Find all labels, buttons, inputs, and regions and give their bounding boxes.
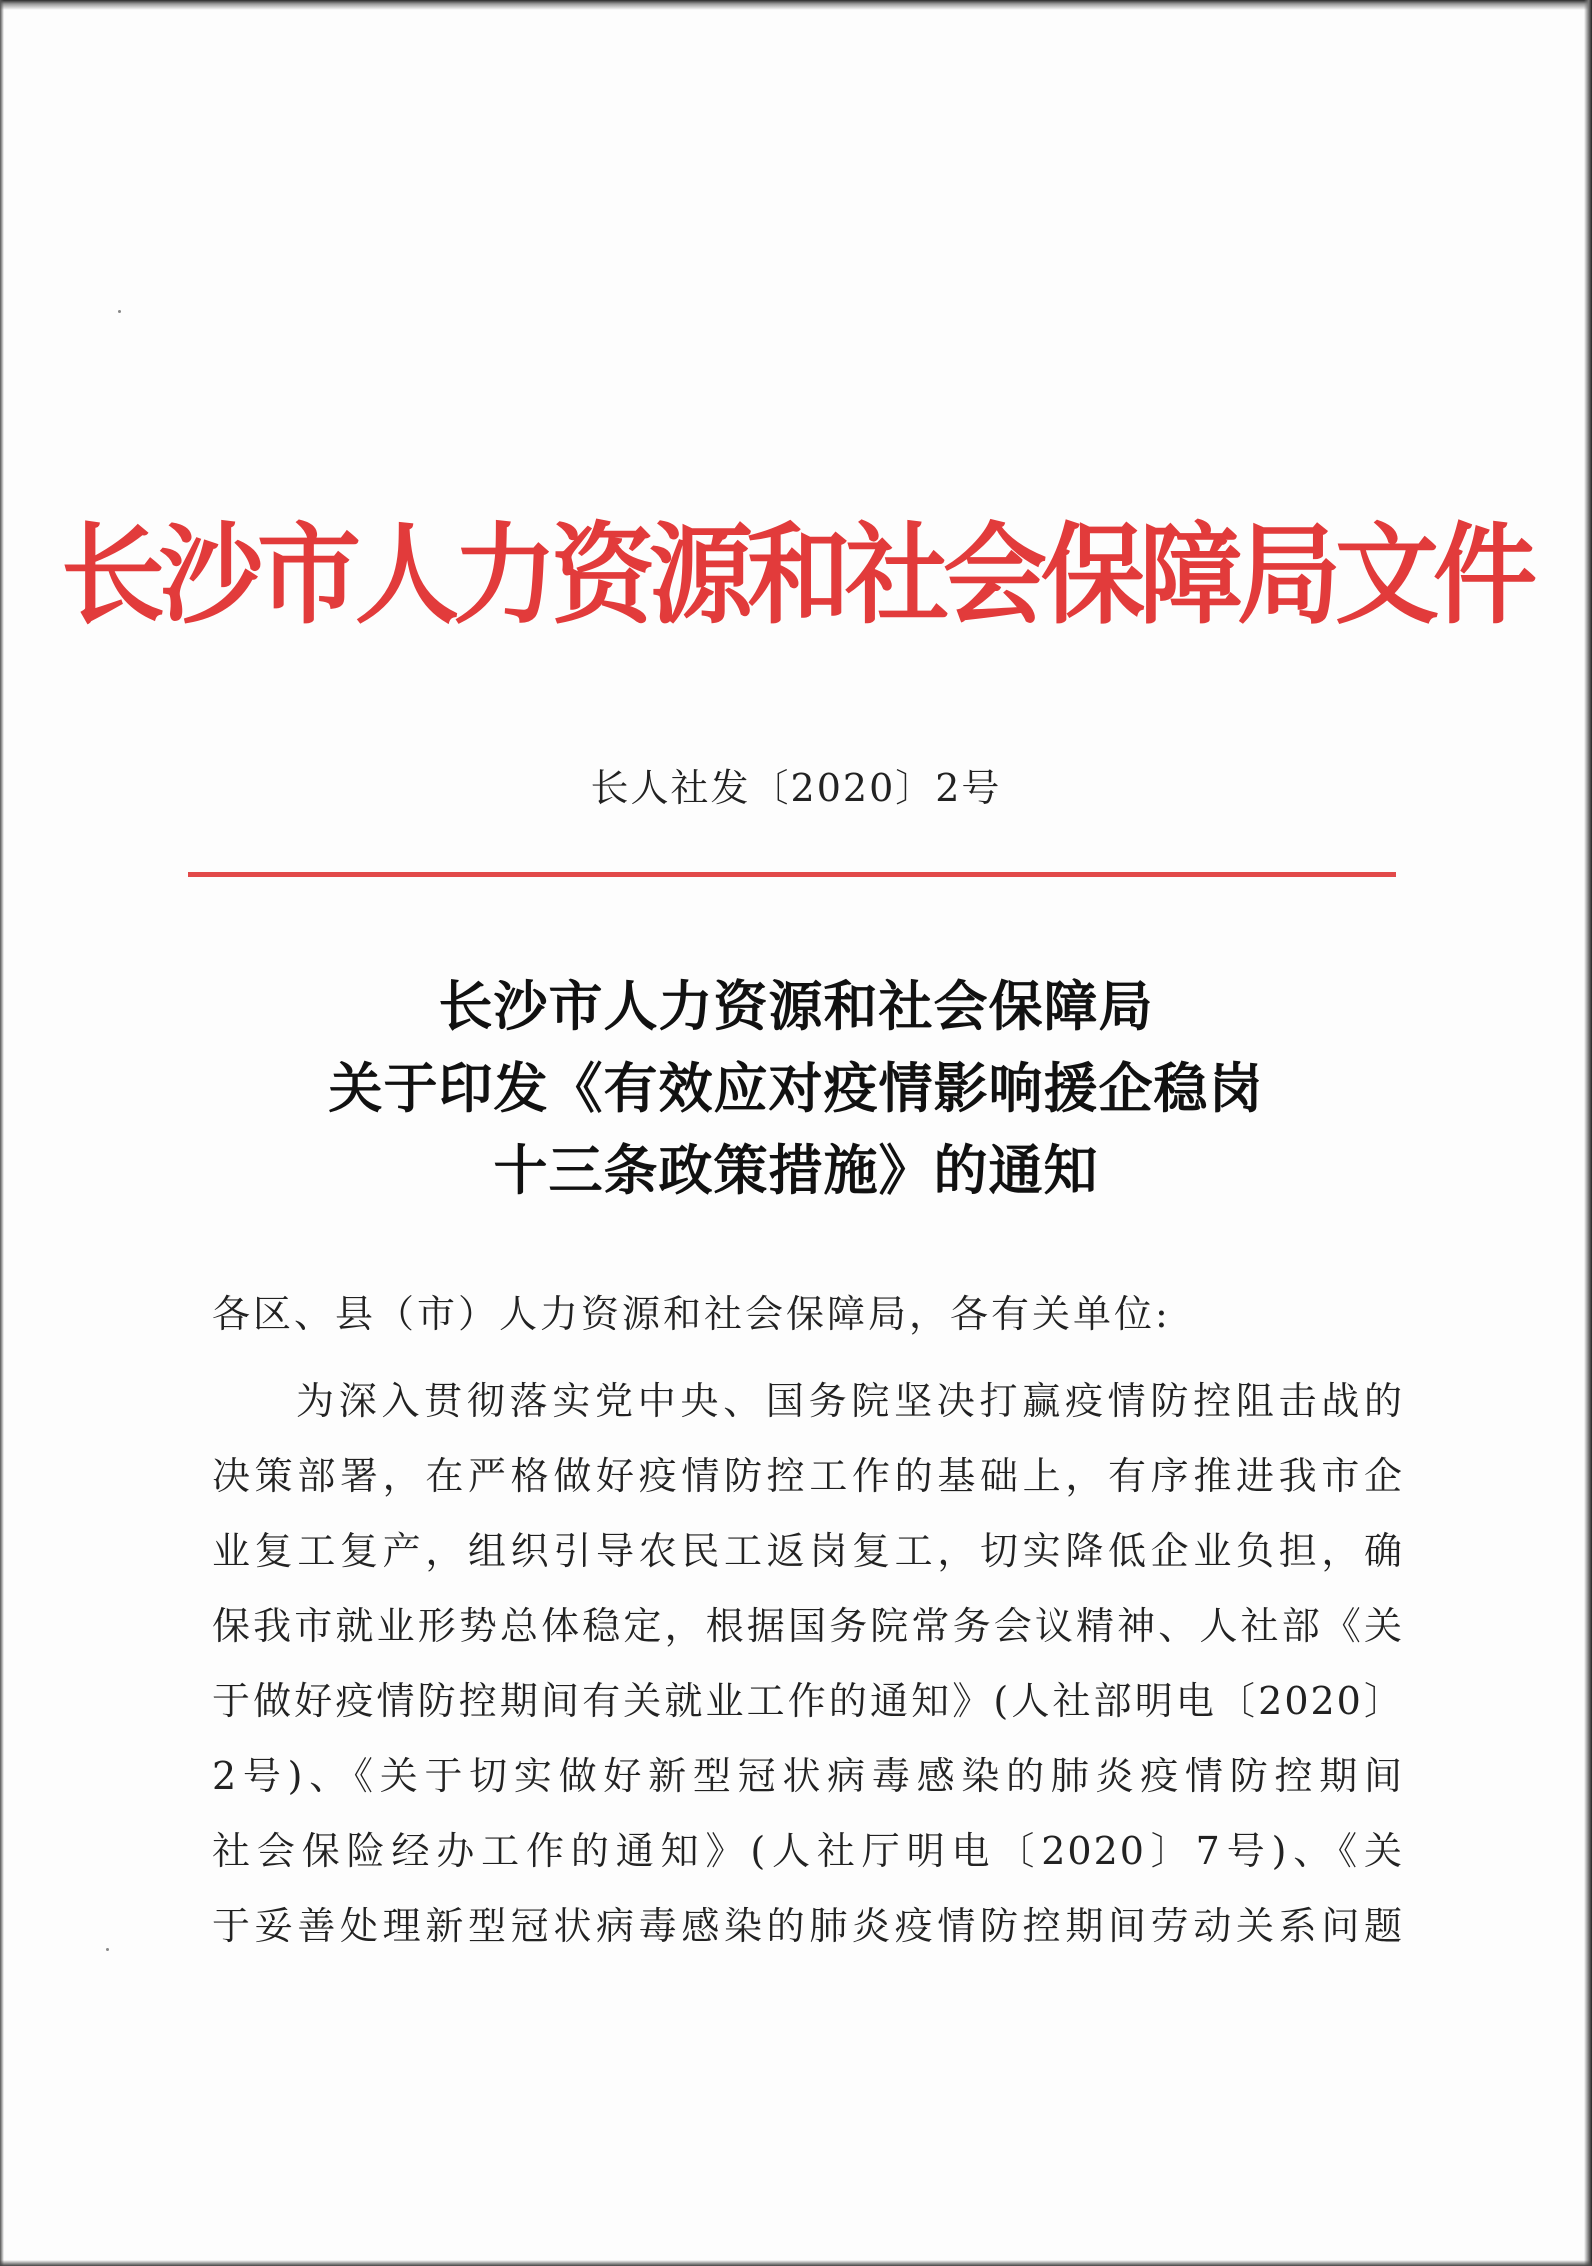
scan-edge-top: [0, 0, 1592, 10]
scan-speck: [106, 1948, 109, 1951]
body-line: 决策部署，在严格做好疫情防控工作的基础上，有序推进我市企: [212, 1454, 1404, 1498]
masthead-title: 长沙市人力资源和社会保障局文件: [60, 509, 1531, 640]
salutation: 各区、县（市）人力资源和社会保障局，各有关单位:: [212, 1292, 1171, 1336]
body-line: 于妥善处理新型冠状病毒感染的肺炎疫情防控期间劳动关系问题: [212, 1904, 1404, 1948]
title-line-2: 关于印发《有效应对疫情影响援企稳岗: [328, 1056, 1264, 1120]
notice-title: [0, 965, 1592, 1211]
body-line: 于做好疫情防控期间有关就业工作的通知》(人社部明电〔2020〕: [212, 1679, 1404, 1723]
body-line: 为深入贯彻落实党中央、国务院坚决打赢疫情防控阻击战的: [296, 1379, 1404, 1423]
document-number: 长人社发〔2020〕2号: [590, 766, 1002, 810]
body-paragraph: [212, 1364, 1404, 1964]
body-line: 2号)、《关于切实做好新型冠状病毒感染的肺炎疫情防控期间: [212, 1754, 1404, 1798]
title-line-1: 长沙市人力资源和社会保障局: [438, 974, 1154, 1038]
body-line: 社会保险经办工作的通知》(人社厅明电〔2020〕7号)、《关: [212, 1829, 1404, 1873]
scan-speck: [118, 310, 121, 313]
title-line-3: 十三条政策措施》的通知: [493, 1138, 1099, 1202]
body-line: 业复工复产，组织引导农民工返岗复工，切实降低企业负担，确: [212, 1529, 1404, 1573]
body-line: 保我市就业形势总体稳定，根据国务院常务会议精神、人社部《关: [212, 1604, 1404, 1648]
scan-edge-bottom: [0, 2260, 1592, 2266]
red-divider-rule: [188, 872, 1396, 877]
